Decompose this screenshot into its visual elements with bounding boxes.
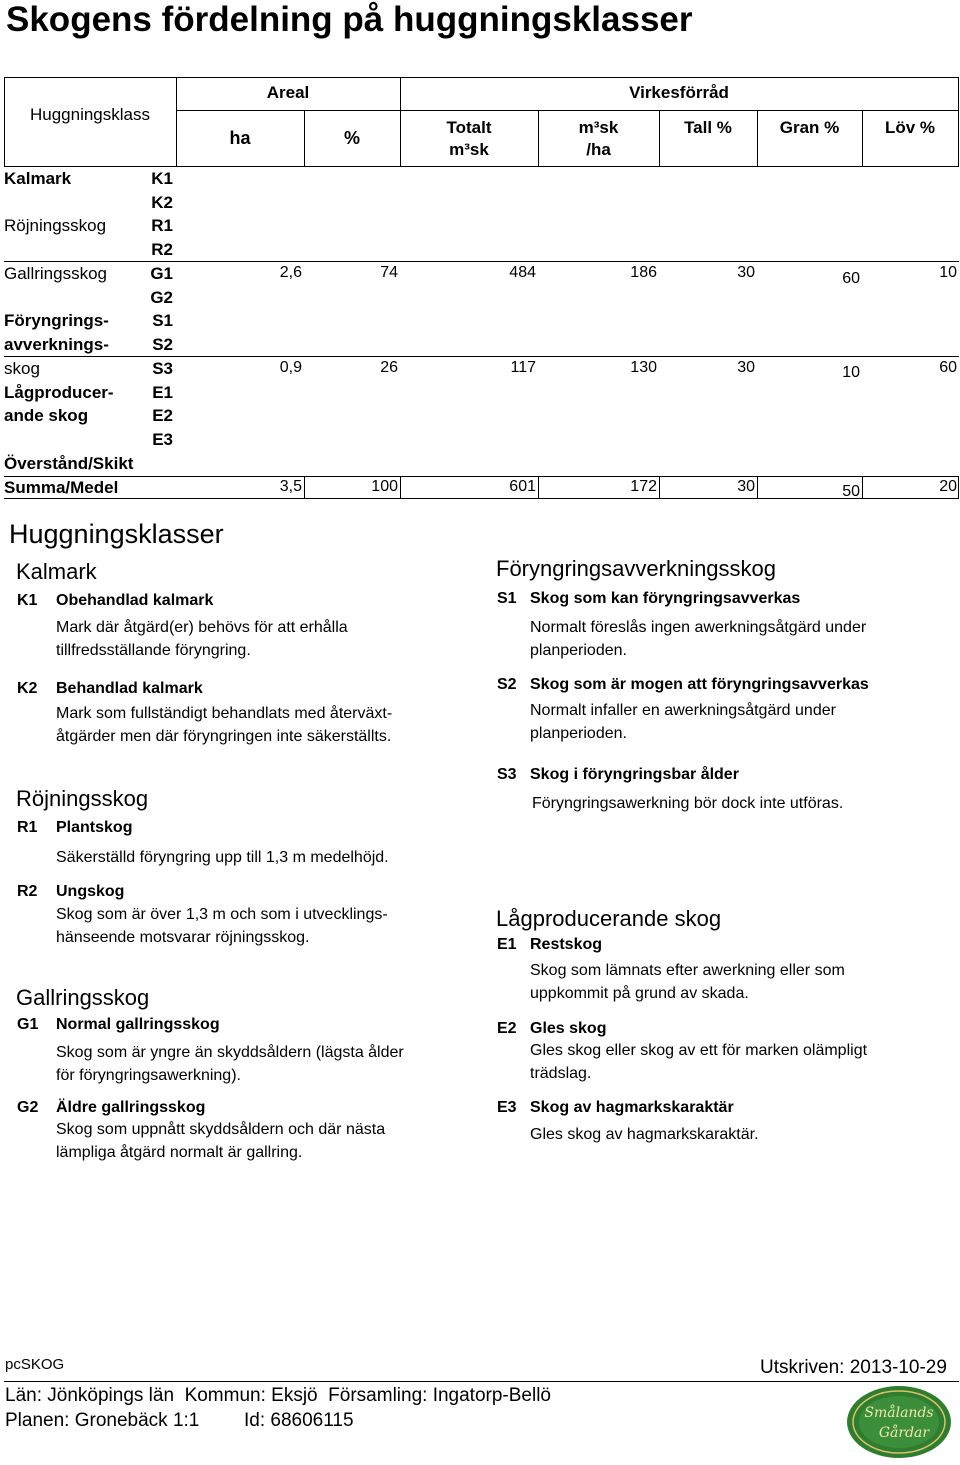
row-label-rojningsskog: Röjningsskog <box>4 216 107 235</box>
def-s2-code: S2 <box>497 676 517 693</box>
code-s3: S3 <box>152 359 173 378</box>
def-r2-term: Ungskog <box>56 883 125 900</box>
def-e2-code: E2 <box>497 1020 517 1037</box>
def-r2-code: R2 <box>17 883 38 900</box>
def-s2-desc-1: Normalt infaller en awerkningsåtgärd under <box>530 702 836 719</box>
def-r1-term: Plantskog <box>56 819 133 836</box>
section-lagproducerande-title: Lågproducerande skog <box>496 906 722 931</box>
footer-printed-date: Utskriven: 2013-10-29 <box>760 1357 947 1378</box>
def-g2-desc-1: Skog som uppnått skyddsåldern och där nästa <box>56 1121 386 1138</box>
def-g1-desc-2: för föryngringsawerkning). <box>56 1067 241 1084</box>
row-sum-top <box>4 476 959 477</box>
logo-text-2: Gårdar <box>878 1425 930 1441</box>
header-per-ha: /ha <box>586 140 611 159</box>
def-r1-desc-1: Säkerställd föryngring upp till 1,3 m medelhöjd. <box>56 849 389 866</box>
code-g1: G1 <box>150 264 173 283</box>
def-e1-term: Restskog <box>530 936 603 953</box>
code-e3: E3 <box>152 430 173 449</box>
cell-sum-ha: 3,5 <box>279 478 302 495</box>
table-top-border <box>4 77 959 78</box>
def-k1-desc-2: tillfredsställande föryngring. <box>56 642 251 659</box>
code-e2: E2 <box>152 406 173 425</box>
def-g2-desc-2: lämpliga åtgärd normalt är gallring. <box>56 1144 303 1161</box>
row-label-lagproducer-2: ande skog <box>4 406 89 425</box>
header-m3sk: m³sk <box>578 118 619 137</box>
smalands-gardar-logo-icon <box>846 1385 952 1459</box>
def-s3-code: S3 <box>497 766 517 783</box>
def-k2-desc-2: åtgärder men där föryngringen inte säkerställts. <box>56 728 392 745</box>
definitions-title: Huggningsklasser <box>9 519 224 549</box>
row-label-summa: Summa/Medel <box>4 478 119 497</box>
def-e3-term: Skog av hagmarkskaraktär <box>530 1099 734 1116</box>
header-huggningsklass: Huggningsklass <box>29 105 150 124</box>
cell-sum-per-ha: 172 <box>630 478 657 495</box>
footer-brand: pcSKOG <box>5 1356 65 1373</box>
code-s2: S2 <box>152 335 173 354</box>
def-e2-desc-1: Gles skog eller skog av ett för marken olämpligt <box>530 1042 868 1059</box>
cell-sum-pct: 100 <box>371 478 398 495</box>
section-kalmark-title: Kalmark <box>16 559 97 584</box>
header-bottom-border <box>4 166 959 167</box>
def-e2-desc-2: trädslag. <box>530 1065 592 1082</box>
code-g2: G2 <box>150 288 173 307</box>
section-gallring-title: Gallringsskog <box>16 985 150 1010</box>
areal-underline <box>176 110 400 111</box>
cell-g1-ha: 2,6 <box>279 264 302 281</box>
def-s1-code: S1 <box>497 590 517 607</box>
def-s2-desc-2: planperioden. <box>530 725 627 742</box>
def-e2-term: Gles skog <box>530 1020 607 1037</box>
cell-sum-tall: 30 <box>737 478 755 495</box>
def-g1-term: Normal gallringsskog <box>56 1016 220 1033</box>
def-k1-desc-1: Mark där åtgärd(er) behövs för att erhålla <box>56 619 348 636</box>
header-areal: Areal <box>266 83 310 102</box>
def-e1-code: E1 <box>497 936 517 953</box>
section-foryngring-title: Föryngringsavverkningsskog <box>496 556 777 581</box>
code-k1: K1 <box>151 169 173 188</box>
def-s1-desc-2: planperioden. <box>530 642 627 659</box>
header-lov: Löv % <box>884 118 936 137</box>
cell-s3-tall: 30 <box>737 359 755 376</box>
def-k2-term: Behandlad kalmark <box>56 680 203 697</box>
cell-sum-totalt: 601 <box>509 478 536 495</box>
logo-text-1: Smålands <box>864 1405 934 1421</box>
row-label-kalmark: Kalmark <box>4 169 72 188</box>
footer-divider <box>4 1381 959 1382</box>
row-label-foryngring-3: skog <box>4 359 40 378</box>
footer-id: Id: 68606115 <box>244 1410 354 1431</box>
cell-s3-gran: 10 <box>842 364 860 381</box>
sum-tick-7 <box>958 476 959 499</box>
cell-s3-lov: 60 <box>939 359 957 376</box>
def-r2-desc-1: Skog som är över 1,3 m och som i utvecklings- <box>56 906 388 923</box>
def-r2-desc-2: hänseende motsvarar röjningsskog. <box>56 929 310 946</box>
sum-tick-3 <box>538 476 539 499</box>
section-rojning-title: Röjningsskog <box>16 786 149 811</box>
summary-table <box>0 0 960 510</box>
def-g2-code: G2 <box>17 1099 39 1116</box>
row-label-foryngring-2: avverknings- <box>4 335 109 354</box>
cell-g1-tall: 30 <box>737 264 755 281</box>
row-s3-top <box>4 356 959 357</box>
header-virkesforrad: Virkesförråd <box>629 83 729 102</box>
header-gran: Gran % <box>779 118 840 137</box>
def-g1-desc-1: Skog som är yngre än skyddsåldern (lägsta ålder <box>56 1044 404 1061</box>
header-totalt-unit: m³sk <box>449 140 489 159</box>
code-k2: K2 <box>151 193 173 212</box>
cell-g1-gran: 60 <box>842 270 860 287</box>
def-e1-desc-2: uppkommit på grund av skada. <box>530 985 749 1002</box>
def-e3-desc-1: Gles skog av hagmarkskaraktär. <box>530 1126 759 1143</box>
sum-tick-6 <box>862 476 863 499</box>
sum-tick-1 <box>304 476 305 499</box>
code-r1: R1 <box>151 216 173 235</box>
cell-g1-totalt: 484 <box>509 264 536 281</box>
sum-tick-2 <box>400 476 401 499</box>
row-label-overstand: Överstånd/Skikt <box>4 454 134 473</box>
def-e3-code: E3 <box>497 1099 517 1116</box>
def-k2-code: K2 <box>17 680 38 697</box>
footer-plan: Planen: Gronebäck 1:1 <box>5 1410 200 1431</box>
def-s1-desc-1: Normalt föreslås ingen awerkningsåtgärd under <box>530 619 867 636</box>
def-r1-code: R1 <box>17 819 38 836</box>
cell-sum-lov: 20 <box>939 478 957 495</box>
virke-underline <box>400 110 959 111</box>
page-title: Skogens fördelning på huggningsklasser <box>6 0 693 39</box>
cell-g1-per-ha: 186 <box>630 264 657 281</box>
def-s3-term: Skog i föryngringsbar ålder <box>530 766 739 783</box>
row-label-foryngring-1: Föryngrings- <box>4 311 109 330</box>
cell-g1-pct: 74 <box>380 264 398 281</box>
def-s2-term: Skog som är mogen att föryngringsavverkas <box>530 676 869 693</box>
def-s1-term: Skog som kan föryngringsavverkas <box>530 590 801 607</box>
def-e1-desc-1: Skog som lämnats efter awerkning eller som <box>530 962 845 979</box>
header-totalt: Totalt <box>446 118 492 137</box>
col-right-border <box>958 77 959 167</box>
code-s1: S1 <box>152 311 173 330</box>
row-label-lagproducer-1: Lågproducer- <box>4 383 114 402</box>
def-k1-code: K1 <box>17 592 38 609</box>
code-e1: E1 <box>152 383 173 402</box>
cell-s3-ha: 0,9 <box>279 359 302 376</box>
footer-location: Län: Jönköpings län Kommun: Eksjö Församling: Ingatorp-Bellö <box>5 1385 551 1406</box>
def-k2-desc-1: Mark som fullständigt behandlats med återväxt- <box>56 705 393 722</box>
sum-tick-5 <box>757 476 758 499</box>
def-g1-code: G1 <box>17 1016 39 1033</box>
def-k1-term: Obehandlad kalmark <box>56 592 214 609</box>
header-ha: ha <box>229 128 251 148</box>
def-s3-desc-1: Föryngringsawerkning bör dock inte utföras. <box>532 795 844 812</box>
cell-s3-pct: 26 <box>380 359 398 376</box>
cell-sum-gran: 50 <box>842 483 860 500</box>
code-r2: R2 <box>151 240 173 259</box>
cell-s3-totalt: 117 <box>510 359 536 376</box>
row-g1-top <box>4 261 959 262</box>
cell-s3-per-ha: 130 <box>630 359 657 376</box>
cell-g1-lov: 10 <box>939 264 957 281</box>
header-pct: % <box>343 128 360 148</box>
sum-tick-4 <box>659 476 660 499</box>
def-g2-term: Äldre gallringsskog <box>56 1099 206 1116</box>
row-label-gallringsskog: Gallringsskog <box>4 264 107 283</box>
header-tall: Tall % <box>684 118 732 137</box>
